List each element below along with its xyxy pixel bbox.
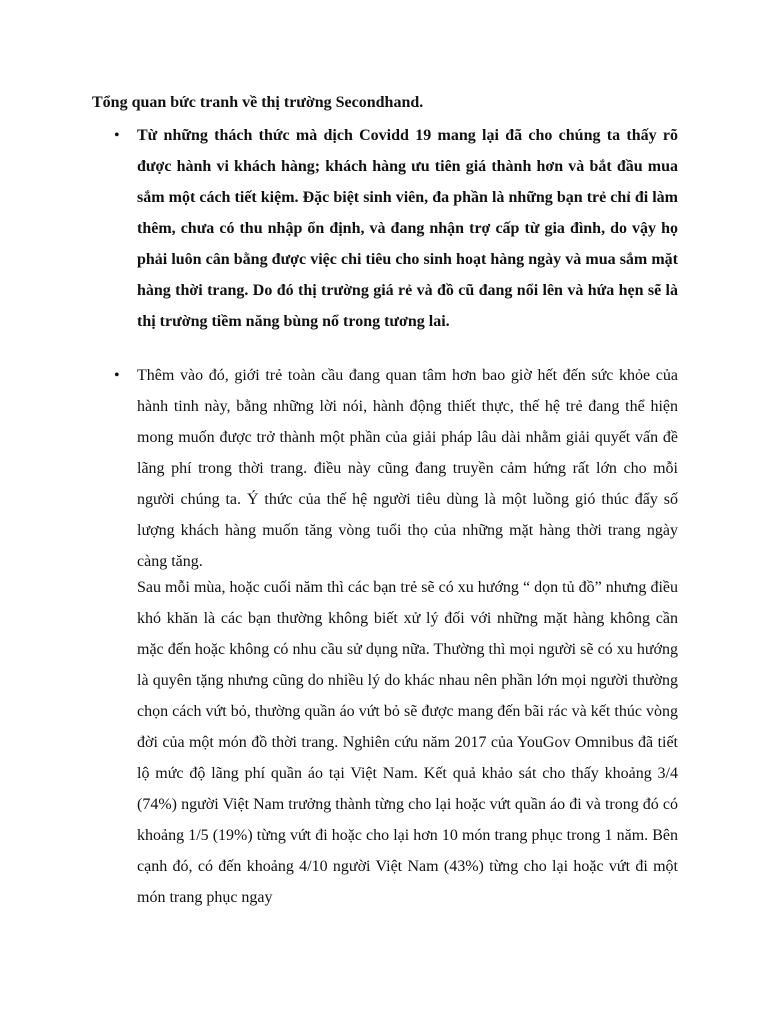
bullet-paragraph-1: Từ những thách thức mà dịch Covidd 19 mang lại đã cho chúng ta thấy rõ được hành vi khách hàng; khách hàng ưu tiên giá thành hơn và bắt đầu mua sắm một cách tiết kiệm. Đặc biệt sinh viên, đa phần là những bạn trẻ chỉ đi làm thêm, chưa có thu nhập ổn định, và đang nhận trợ cấp từ gia đình, do vậy họ phải luôn cân bằng được việc chi tiêu cho sinh hoạt hàng ngày và mua sắm mặt hàng thời trang. Do đó thị trường giá rẻ và đồ cũ đang nổi lên và hứa hẹn sẽ là thị trường tiềm năng bùng nổ trong tương lai. xyxy=(137,127,678,330)
bullet-paragraph-2: Thêm vào đó, giới trẻ toàn cầu đang quan tâm hơn bao giờ hết đến sức khỏe của hành tinh này, bằng những lời nói, hành động thiết thực, thế hệ trẻ đang thể hiện mong muốn được trở thành một phần của giải pháp lâu dài nhằm giải quyết vấn đề lãng phí trong thời trang. điều này cũng đang truyền cảm hứng rất lớn cho mỗi người chúng ta. Ý thức của thế hệ người tiêu dùng là một luồng gió thúc đẩy số lượng khách hàng muốn tăng vòng tuổi thọ của những mặt hàng thời trang ngày càng tăng. xyxy=(137,367,678,570)
bullet-marker: • xyxy=(114,367,120,384)
bullet-marker: • xyxy=(114,127,120,144)
document-heading: Tổng quan bức tranh về thị trường Secondhand. xyxy=(92,94,424,111)
body-paragraph: Sau mỗi mùa, hoặc cuối năm thì các bạn trẻ sẽ có xu hướng “ dọn tủ đồ” nhưng điều khó khăn là các bạn thường không biết xử lý đối với những mặt hàng không cần mặc đến hoặc không có nhu cầu sử dụng nữa. Thường thì mọi người sẽ có xu hướng là quyên tặng nhưng cũng do nhiều lý do khác nhau nên phần lớn mọi người thường chọn cách vứt bỏ, thường quần áo vứt bỏ sẽ được mang đến bãi rác và kết thúc vòng đời của một món đồ thời trang. Nghiên cứu năm 2017 của YouGov Omnibus đã tiết lộ mức độ lãng phí quần áo tại Việt Nam. Kết quả khảo sát cho thấy khoảng 3/4 (74%) người Việt Nam trưởng thành từng cho lại hoặc vứt quần áo đi và trong đó có khoảng 1/5 (19%) từng vứt đi hoặc cho lại hơn 10 món trang phục trong 1 năm. Bên cạnh đó, có đến khoảng 4/10 người Việt Nam (43%) từng cho lại hoặc vứt đi một món trang phục ngay xyxy=(137,579,678,906)
